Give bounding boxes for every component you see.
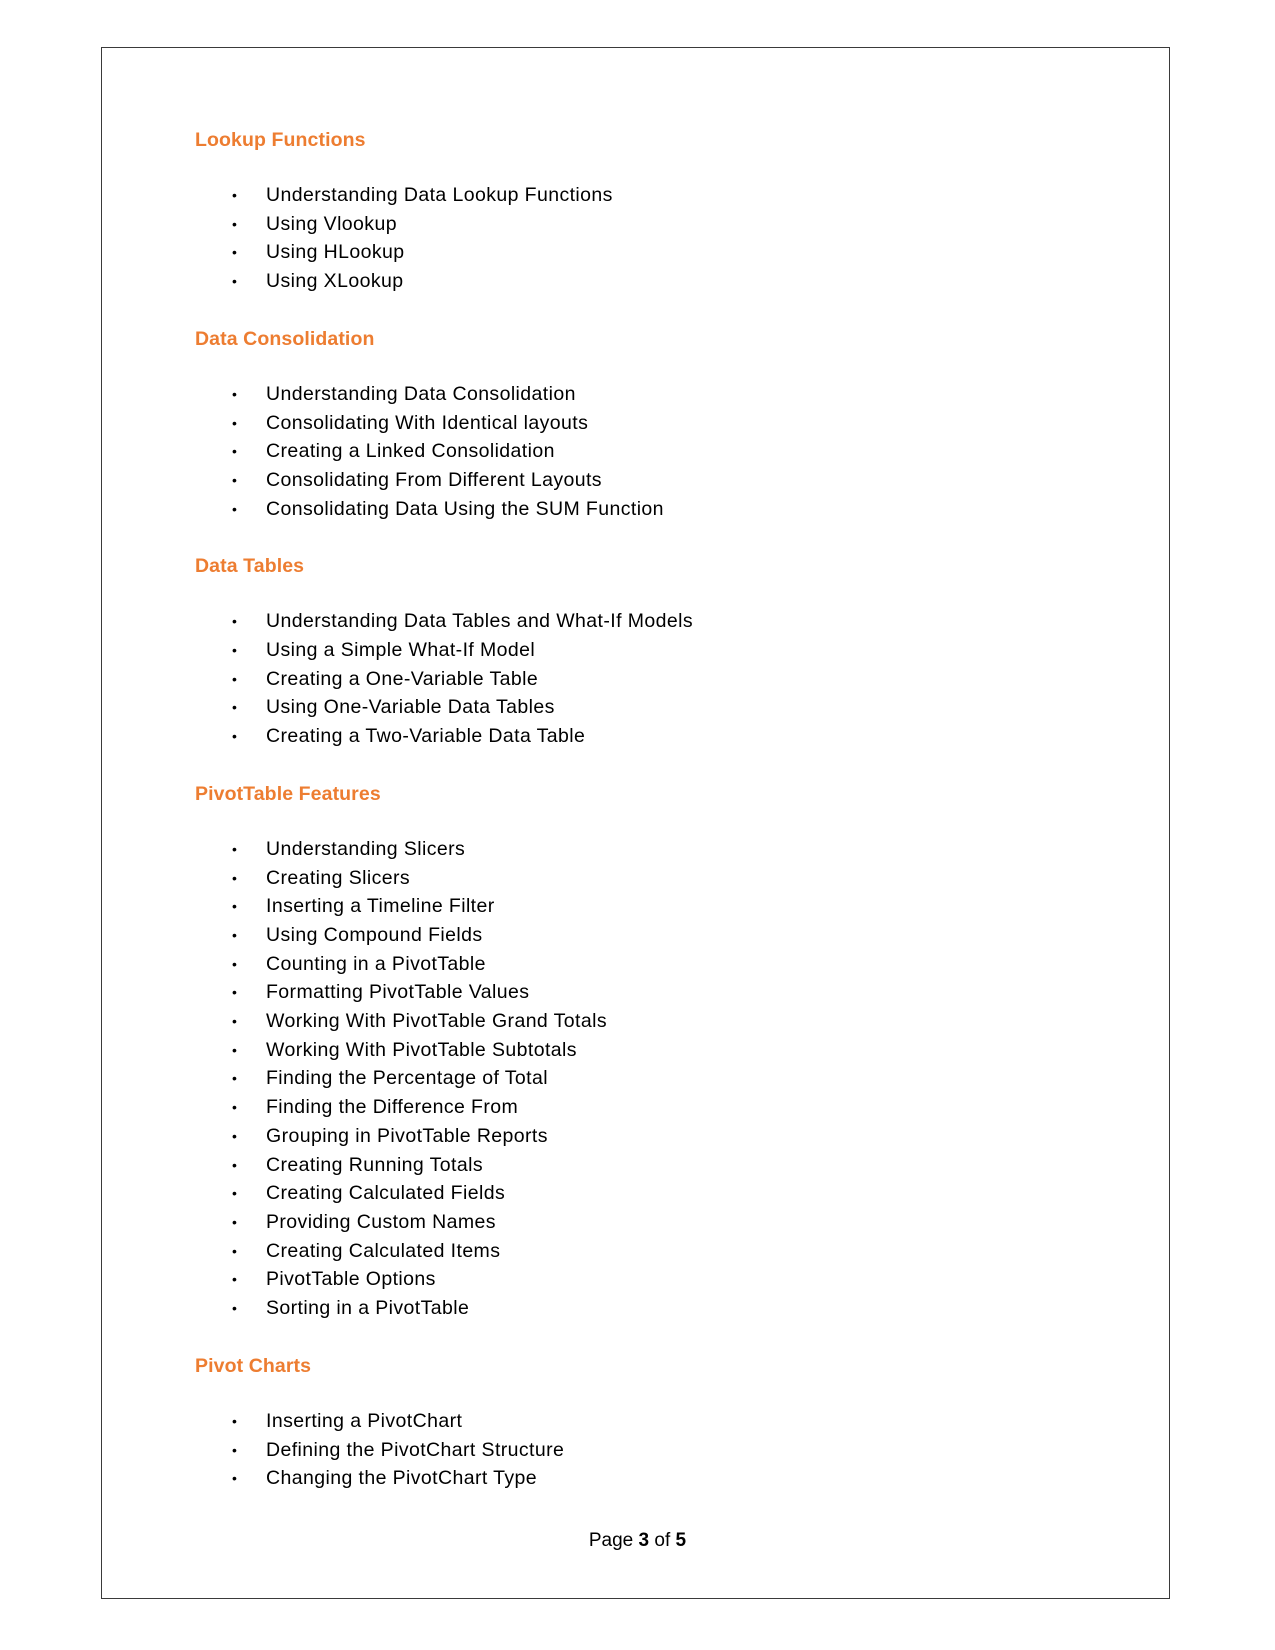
list-item-text: Creating Slicers [266, 866, 411, 889]
bullet-icon: • [232, 1300, 238, 1317]
page-number [589, 1527, 686, 1555]
section-pivot-charts [195, 1352, 1095, 1493]
list-item-text: Sorting in a PivotTable [266, 1297, 470, 1320]
bullet-icon: • [232, 955, 238, 972]
list-item [195, 1436, 1095, 1465]
list-item [195, 1208, 1095, 1237]
bullet-icon: • [232, 443, 238, 460]
list-item-text: Creating Calculated Items [266, 1239, 501, 1262]
list-item-text: Working With PivotTable Grand Totals [266, 1010, 607, 1033]
bullet-icon: • [232, 187, 238, 203]
bullet-icon: • [232, 926, 238, 943]
bullet-icon: • [232, 1013, 238, 1030]
list-item-text: Using One-Variable Data Tables [266, 696, 555, 719]
list-item-text: Understanding Slicers [266, 837, 466, 860]
list-item [195, 181, 1095, 210]
list-item-text: Using XLookup [266, 270, 404, 293]
list-item [195, 636, 1095, 665]
list-item-text: Finding the Difference From [266, 1096, 519, 1119]
list-item [195, 380, 1095, 409]
section-heading: Pivot Charts [195, 1354, 312, 1377]
list-item-text: Consolidating Data Using the SUM Function [266, 497, 664, 520]
list-item [195, 1464, 1095, 1493]
list-item-text: Changing the PivotChart Type [266, 1467, 538, 1490]
list-item [195, 693, 1095, 722]
list-item [195, 238, 1095, 267]
list-item-text: Understanding Data Tables and What-If Models [266, 610, 693, 633]
bullet-icon: • [232, 1412, 238, 1429]
list-item-text: Consolidating With Identical layouts [266, 411, 589, 434]
bullet-icon: • [232, 273, 238, 290]
list-item-text: Creating Running Totals [266, 1153, 483, 1176]
bullet-icon: • [232, 1441, 238, 1458]
list-item-text: Understanding Data Consolidation [266, 382, 576, 405]
list-item-text: Consolidating From Different Layouts [266, 468, 602, 491]
list-item-text: Working With PivotTable Subtotals [266, 1038, 577, 1061]
section-lookup-functions [195, 126, 1095, 296]
bullet-icon: • [232, 1070, 238, 1087]
bullet-icon: • [232, 1127, 238, 1144]
bullet-icon: • [232, 728, 238, 745]
list-item [195, 1237, 1095, 1266]
bullet-icon: • [232, 1099, 238, 1116]
bullet-icon: • [232, 1213, 238, 1230]
section-heading: Lookup Functions [195, 129, 366, 151]
list-item [195, 835, 1095, 864]
list-item-text: Inserting a Timeline Filter [266, 895, 495, 918]
list-item-text: Counting in a PivotTable [266, 952, 486, 975]
list-item [195, 1407, 1095, 1436]
current-page: 3 [638, 1530, 650, 1551]
list-item [195, 978, 1095, 1007]
bullet-icon: • [232, 1156, 238, 1173]
list-item-text: Creating Calculated Fields [266, 1182, 506, 1205]
bullet-icon: • [232, 1470, 238, 1487]
section-heading: Data Tables [195, 555, 305, 578]
list-item-text: Creating a One-Variable Table [266, 667, 539, 690]
total-pages: 5 [675, 1530, 687, 1551]
bullet-icon: • [232, 1271, 238, 1288]
list-item [195, 722, 1095, 751]
list-item [195, 437, 1095, 466]
list-item [195, 1151, 1095, 1180]
list-item [195, 1122, 1095, 1151]
bullet-list [195, 380, 1095, 524]
list-item [195, 466, 1095, 495]
of-word: of [654, 1530, 671, 1551]
list-item-text: Using Vlookup [266, 212, 397, 235]
list-item-text: Formatting PivotTable Values [266, 981, 530, 1004]
list-item [195, 607, 1095, 636]
list-item [195, 1294, 1095, 1323]
list-item [195, 892, 1095, 921]
list-item [195, 864, 1095, 893]
bullet-icon: • [232, 699, 238, 716]
bullet-icon: • [232, 1242, 238, 1259]
bullet-icon: • [232, 414, 238, 431]
bullet-icon: • [232, 1185, 238, 1202]
list-item [195, 665, 1095, 694]
bullet-icon: • [232, 840, 238, 857]
list-item-text: Providing Custom Names [266, 1210, 496, 1233]
bullet-icon: • [232, 613, 238, 630]
list-item-text: Finding the Percentage of Total [266, 1067, 548, 1090]
list-item-text: PivotTable Options [266, 1268, 436, 1291]
bullet-list [195, 607, 1095, 751]
bullet-icon: • [232, 244, 238, 261]
bullet-icon: • [232, 642, 238, 659]
bullet-icon: • [232, 984, 238, 1001]
list-item [195, 1007, 1095, 1036]
section-pivottable-features [195, 780, 1095, 1323]
bullet-icon: • [232, 500, 238, 517]
list-item [195, 1064, 1095, 1093]
list-item-text: Creating a Two-Variable Data Table [266, 725, 586, 748]
list-item [195, 409, 1095, 438]
section-heading: Data Consolidation [195, 327, 375, 350]
list-item-text: Creating a Linked Consolidation [266, 440, 555, 463]
list-item [195, 495, 1095, 524]
list-item-text: Grouping in PivotTable Reports [266, 1124, 548, 1147]
list-item-text: Defining the PivotChart Structure [266, 1438, 565, 1461]
bullet-list [195, 1407, 1095, 1493]
list-item-text: Understanding Data Lookup Functions [266, 184, 613, 206]
list-item [195, 1179, 1095, 1208]
list-item [195, 210, 1095, 239]
list-item-text: Using Compound Fields [266, 923, 483, 946]
list-item-text: Inserting a PivotChart [266, 1409, 463, 1432]
section-data-tables [195, 552, 1095, 751]
bullet-list [195, 835, 1095, 1323]
bullet-icon: • [232, 471, 238, 488]
section-data-consolidation [195, 325, 1095, 524]
list-item [195, 921, 1095, 950]
section-heading: PivotTable Features [195, 782, 381, 805]
list-item-text: Using HLookup [266, 241, 405, 264]
bullet-icon: • [232, 215, 238, 232]
list-item [195, 1036, 1095, 1065]
bullet-icon: • [232, 670, 238, 687]
document-body [195, 126, 1095, 1522]
bullet-icon: • [232, 869, 238, 886]
page-footer [0, 1527, 1275, 1555]
bullet-list [195, 181, 1095, 296]
list-item [195, 1093, 1095, 1122]
list-item [195, 1265, 1095, 1294]
bullet-icon: • [232, 898, 238, 915]
bullet-icon: • [232, 1041, 238, 1058]
page-word: Page [588, 1530, 634, 1551]
bullet-icon: • [232, 385, 238, 402]
list-item-text: Using a Simple What-If Model [266, 639, 536, 662]
list-item [195, 267, 1095, 296]
list-item [195, 950, 1095, 979]
